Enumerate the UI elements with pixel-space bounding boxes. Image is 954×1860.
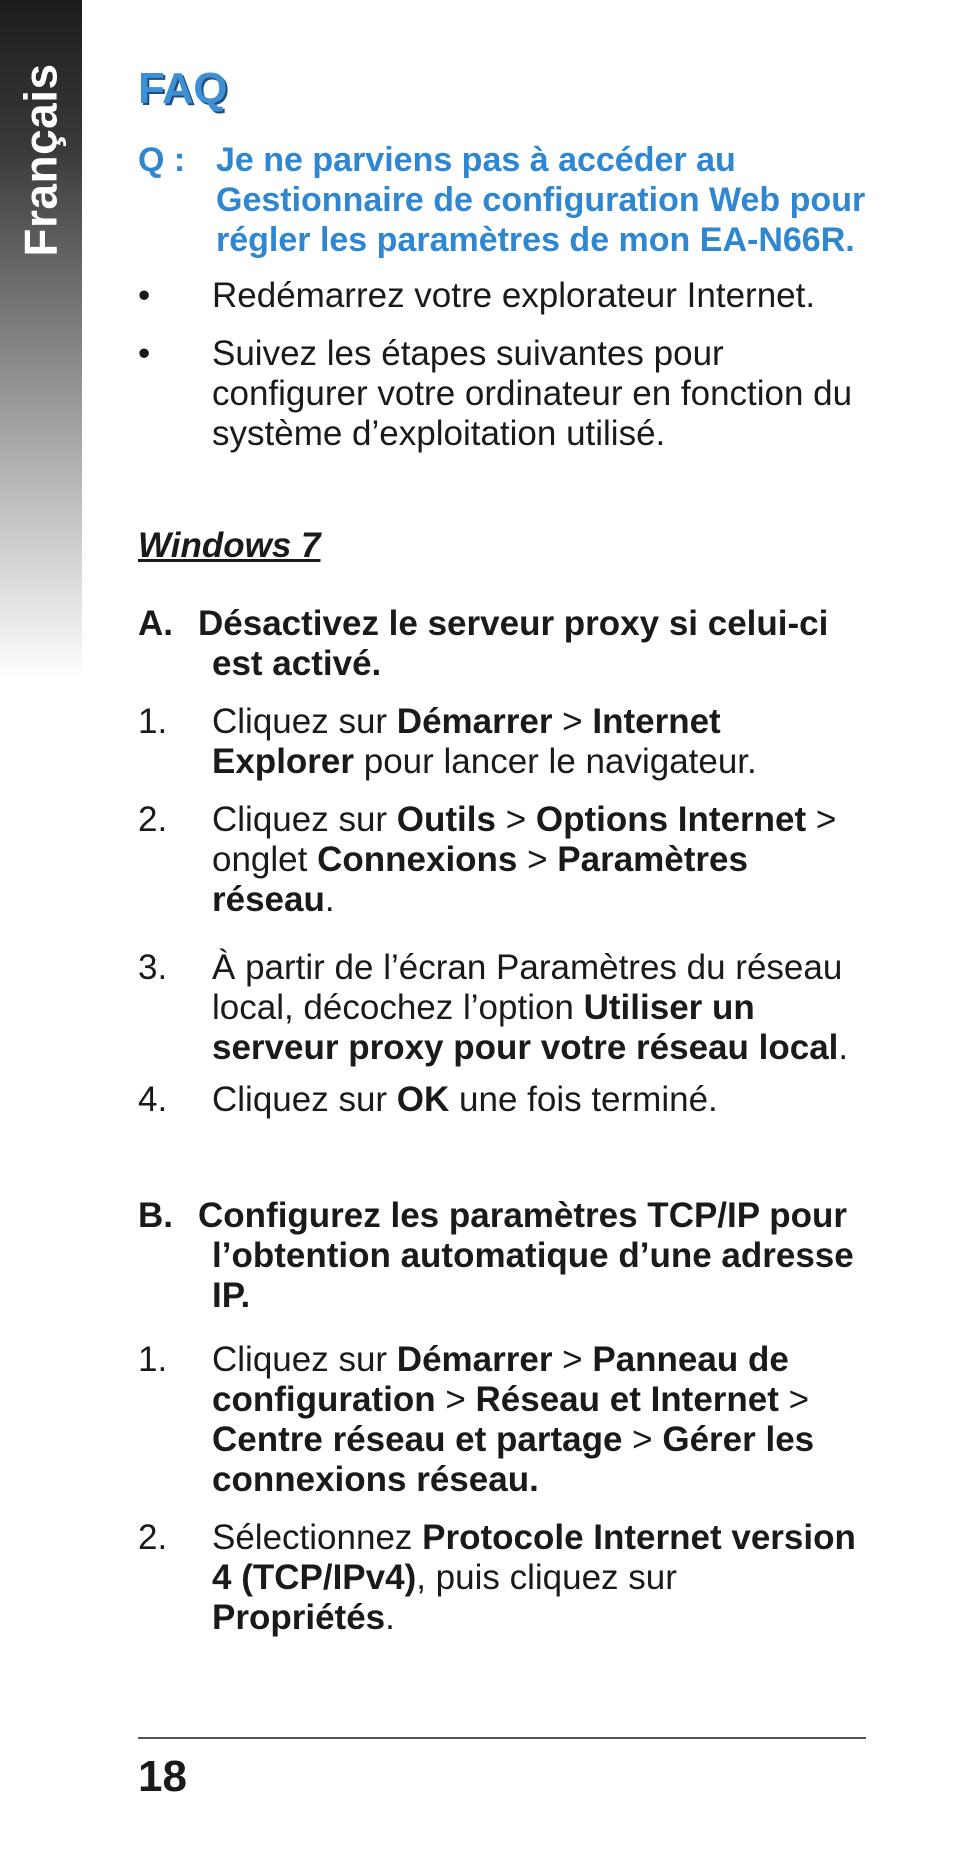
step-text: > onglet	[212, 800, 837, 879]
step-text: >	[552, 702, 593, 741]
question-marker: Q :	[138, 141, 186, 179]
step-text: >	[517, 840, 558, 879]
step-text: , puis cliquez sur	[416, 1558, 677, 1597]
step-text: >	[435, 1380, 476, 1419]
step-text: Sélectionnez	[212, 1518, 423, 1557]
step-number: 1.	[138, 1340, 168, 1379]
step-text: >	[552, 1340, 593, 1379]
step-bold-text: Protocole Internet version 4 (TCP/IPv4)	[212, 1518, 856, 1597]
step-number: 2.	[138, 800, 168, 839]
step-number: 3.	[138, 948, 168, 987]
step-bold-text: Internet Explorer	[212, 702, 721, 781]
answer-bullet-list	[138, 276, 868, 472]
step-item	[138, 1340, 868, 1500]
bullet-item	[138, 334, 868, 454]
step-bold-text: Connexions	[317, 840, 518, 879]
step-bold-text: Centre réseau et partage	[212, 1420, 623, 1459]
step-text: >	[495, 800, 536, 839]
step-bold-text: Démarrer	[396, 1340, 553, 1379]
step-text: >	[622, 1420, 663, 1459]
section-b-title: Configurez les paramètres TCP/IP pour l’obtention automatique d’une adresse IP.	[198, 1196, 854, 1315]
language-side-tab	[0, 0, 82, 680]
step-text: Cliquez sur	[212, 800, 397, 839]
bullet-item	[138, 276, 868, 316]
step-text: .	[385, 1598, 395, 1637]
step-text: .	[838, 1028, 849, 1067]
language-label-container	[0, 0, 82, 320]
step-bold-text: OK	[396, 1080, 450, 1119]
bullet-text: Redémarrez votre explorateur Internet.	[212, 276, 816, 315]
bullet-marker: •	[138, 276, 151, 315]
section-a-letter: A.	[138, 604, 173, 643]
step-bold-text: Propriétés	[212, 1598, 386, 1637]
step-item	[138, 948, 868, 1068]
question-text: Je ne parviens pas à accéder au Gestionnaire de configuration Web pour régler les paramètres de mon EA-N66R.	[216, 141, 866, 259]
language-label: Français	[15, 63, 67, 257]
step-number: 1.	[138, 702, 168, 741]
step-bold-text: Démarrer	[396, 702, 553, 741]
step-bold-text: Gérer les connexions réseau.	[212, 1420, 815, 1499]
step-bold-text: Panneau de configuration	[212, 1340, 789, 1419]
step-bold-text: Réseau et Internet	[475, 1380, 779, 1419]
step-bold-text: Outils	[396, 800, 496, 839]
bullet-marker: •	[138, 334, 151, 373]
section-b-letter: B.	[138, 1196, 173, 1235]
section-b-steps	[138, 1340, 868, 1638]
step-bold-text: Options Internet	[535, 800, 807, 839]
step-bold-text: Utiliser un serveur proxy pour votre réseau local	[212, 988, 839, 1067]
step-text: pour lancer le navigateur.	[354, 742, 757, 781]
faq-title: FAQ	[138, 64, 227, 113]
step-text: Cliquez sur	[212, 1340, 397, 1379]
step-text: >	[778, 1380, 810, 1419]
step-text: .	[324, 880, 335, 919]
step-item	[138, 1518, 868, 1638]
bullet-text: Suivez les étapes suivantes pour configurer votre ordinateur en fonction du système d’exploitation utilisé.	[212, 334, 853, 453]
section-a-steps	[138, 702, 868, 1120]
page-number: 18	[138, 1752, 187, 1801]
step-number: 2.	[138, 1518, 168, 1557]
step-number: 4.	[138, 1080, 168, 1119]
step-text: Cliquez sur	[212, 702, 397, 741]
step-item	[138, 800, 868, 920]
step-item	[138, 702, 868, 782]
step-bold-text: Paramètres réseau	[212, 840, 748, 919]
section-a-title: Désactivez le serveur proxy si celui-ci est activé.	[198, 604, 829, 683]
step-item	[138, 1080, 868, 1120]
footer-divider	[138, 1737, 866, 1739]
section-a-heading	[138, 604, 868, 684]
os-heading: Windows 7	[138, 526, 321, 565]
faq-question	[138, 140, 868, 260]
step-text: À partir de l’écran Paramètres du réseau local, décochez l’option	[212, 948, 843, 1027]
section-b-heading	[138, 1196, 868, 1316]
step-text: une fois terminé.	[449, 1080, 718, 1119]
step-text: Cliquez sur	[212, 1080, 397, 1119]
